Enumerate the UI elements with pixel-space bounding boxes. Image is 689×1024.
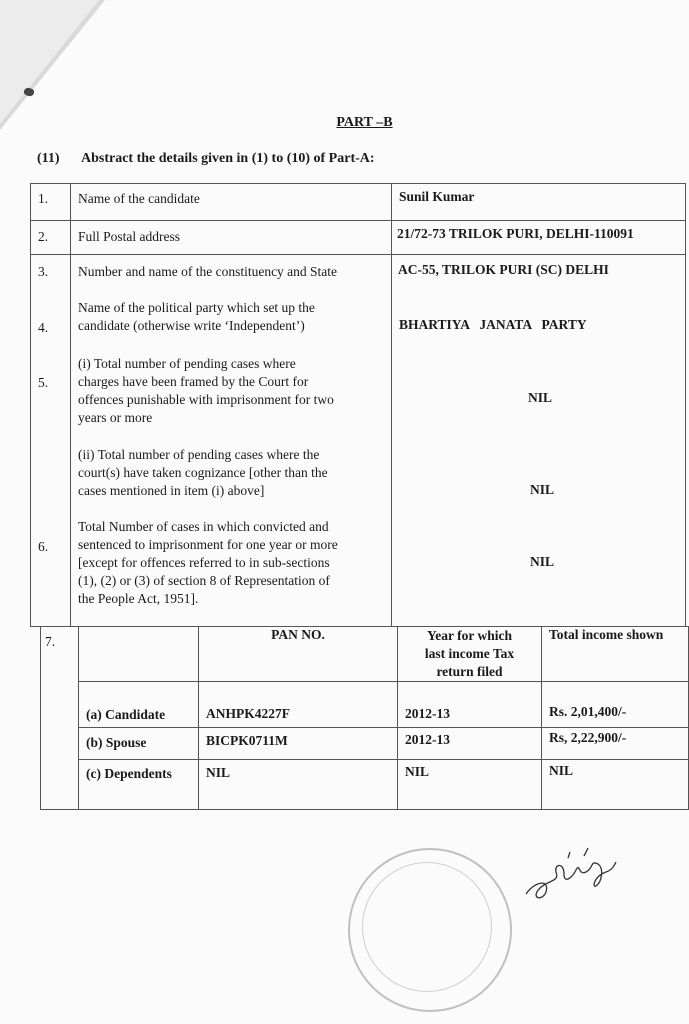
- row-label-line: charges have been framed by the Court for: [78, 374, 309, 389]
- tax-row-who: (b) Spouse: [86, 735, 147, 750]
- table-border-top: [30, 183, 686, 184]
- row-value: Sunil Kumar: [399, 189, 475, 204]
- tax-col-divider-income: [541, 626, 542, 810]
- row-number: 4.: [38, 320, 49, 335]
- row-number: 5.: [38, 375, 49, 390]
- row-value: NIL: [530, 554, 555, 569]
- table-row-divider: [30, 220, 686, 221]
- row-value: 21/72-73 TRILOK PURI, DELHI-110091: [397, 226, 634, 241]
- row-value: NIL: [528, 390, 553, 405]
- section-heading-text: Abstract the details given in (1) to (10) of Part-A:: [81, 151, 375, 166]
- tax-header-year-line: return filed: [436, 664, 503, 679]
- tax-row-divider: [78, 727, 688, 728]
- table-border-left-lower: [40, 626, 41, 810]
- row-label: Number and name of the constituency and State: [78, 264, 338, 279]
- row-value: BHARTIYA JANATA PARTY: [399, 317, 587, 332]
- tax-row-income: NIL: [549, 763, 574, 778]
- tax-header-year-line: Year for which: [427, 628, 512, 643]
- tax-row-year: 2012-13: [405, 706, 450, 721]
- row-label-line: years or more: [78, 410, 153, 425]
- tax-row-pan: ANHPK4227F: [206, 706, 290, 721]
- row-label-line: sentenced to imprisonment for one year or more: [78, 537, 338, 552]
- table-row-divider: [30, 254, 686, 255]
- table-col-divider-num-lower: [78, 626, 79, 810]
- table-col-divider-num: [70, 183, 71, 626]
- tax-header-income: Total income shown: [549, 627, 664, 642]
- row-label-line: (1), (2) or (3) of section 8 of Representation of: [78, 573, 330, 588]
- tax-row-year: 2012-13: [405, 732, 450, 747]
- row-label: Full Postal address: [78, 229, 181, 244]
- page-title: PART –B: [336, 115, 393, 130]
- tax-col-divider-pan: [198, 626, 199, 810]
- tax-row-divider: [78, 759, 688, 760]
- tax-row-pan: BICPK0711M: [206, 733, 288, 748]
- tax-header-pan: PAN NO.: [271, 627, 325, 642]
- row-label-line: court(s) have taken cognizance [other than the: [78, 465, 328, 480]
- tax-row-pan: NIL: [206, 765, 231, 780]
- row-label-line: Name of the political party which set up the: [78, 300, 315, 315]
- row-label-line: the People Act, 1951].: [78, 591, 199, 606]
- signature: [520, 842, 620, 912]
- tax-header-divider: [78, 681, 688, 682]
- section-number: (11): [37, 151, 60, 166]
- table-border-left: [30, 183, 31, 626]
- table-col-divider-value: [391, 183, 392, 626]
- row-label-line: Total Number of cases in which convicted and: [78, 519, 329, 534]
- row-number: 6.: [38, 539, 49, 554]
- row-value: AC-55, TRILOK PURI (SC) DELHI: [398, 262, 609, 277]
- tax-row-year: NIL: [405, 764, 430, 779]
- table-border-bottom: [40, 809, 688, 810]
- tax-header-year-line: last income Tax: [424, 646, 515, 661]
- row-number: 3.: [38, 264, 49, 279]
- folded-corner-highlight: [0, 0, 99, 124]
- tax-row-who: (c) Dependents: [86, 766, 172, 781]
- row-value: NIL: [530, 482, 555, 497]
- row-label-line: (ii) Total number of pending cases where the: [78, 447, 320, 462]
- tax-row-income: Rs, 2,22,900/-: [549, 730, 627, 745]
- tax-row-income: Rs. 2,01,400/-: [549, 704, 627, 719]
- row-label-line: cases mentioned in item (i) above]: [78, 483, 265, 498]
- table-border-right: [685, 183, 686, 626]
- row-number: 7.: [45, 634, 56, 649]
- tax-row-who: (a) Candidate: [86, 707, 166, 722]
- row-label-line: offences punishable with imprisonment for two: [78, 392, 334, 407]
- section-heading: [37, 151, 375, 167]
- row-label-line: [except for offences referred to in sub-sections: [78, 555, 330, 570]
- row-label-line: candidate (otherwise write ‘Independent’): [78, 318, 305, 333]
- row-number: 2.: [38, 229, 49, 244]
- row-label-line: (i) Total number of pending cases where: [78, 356, 296, 371]
- row-label: Name of the candidate: [78, 191, 200, 206]
- notary-stamp-inner-ring: [362, 862, 492, 992]
- row-number: 1.: [38, 191, 49, 206]
